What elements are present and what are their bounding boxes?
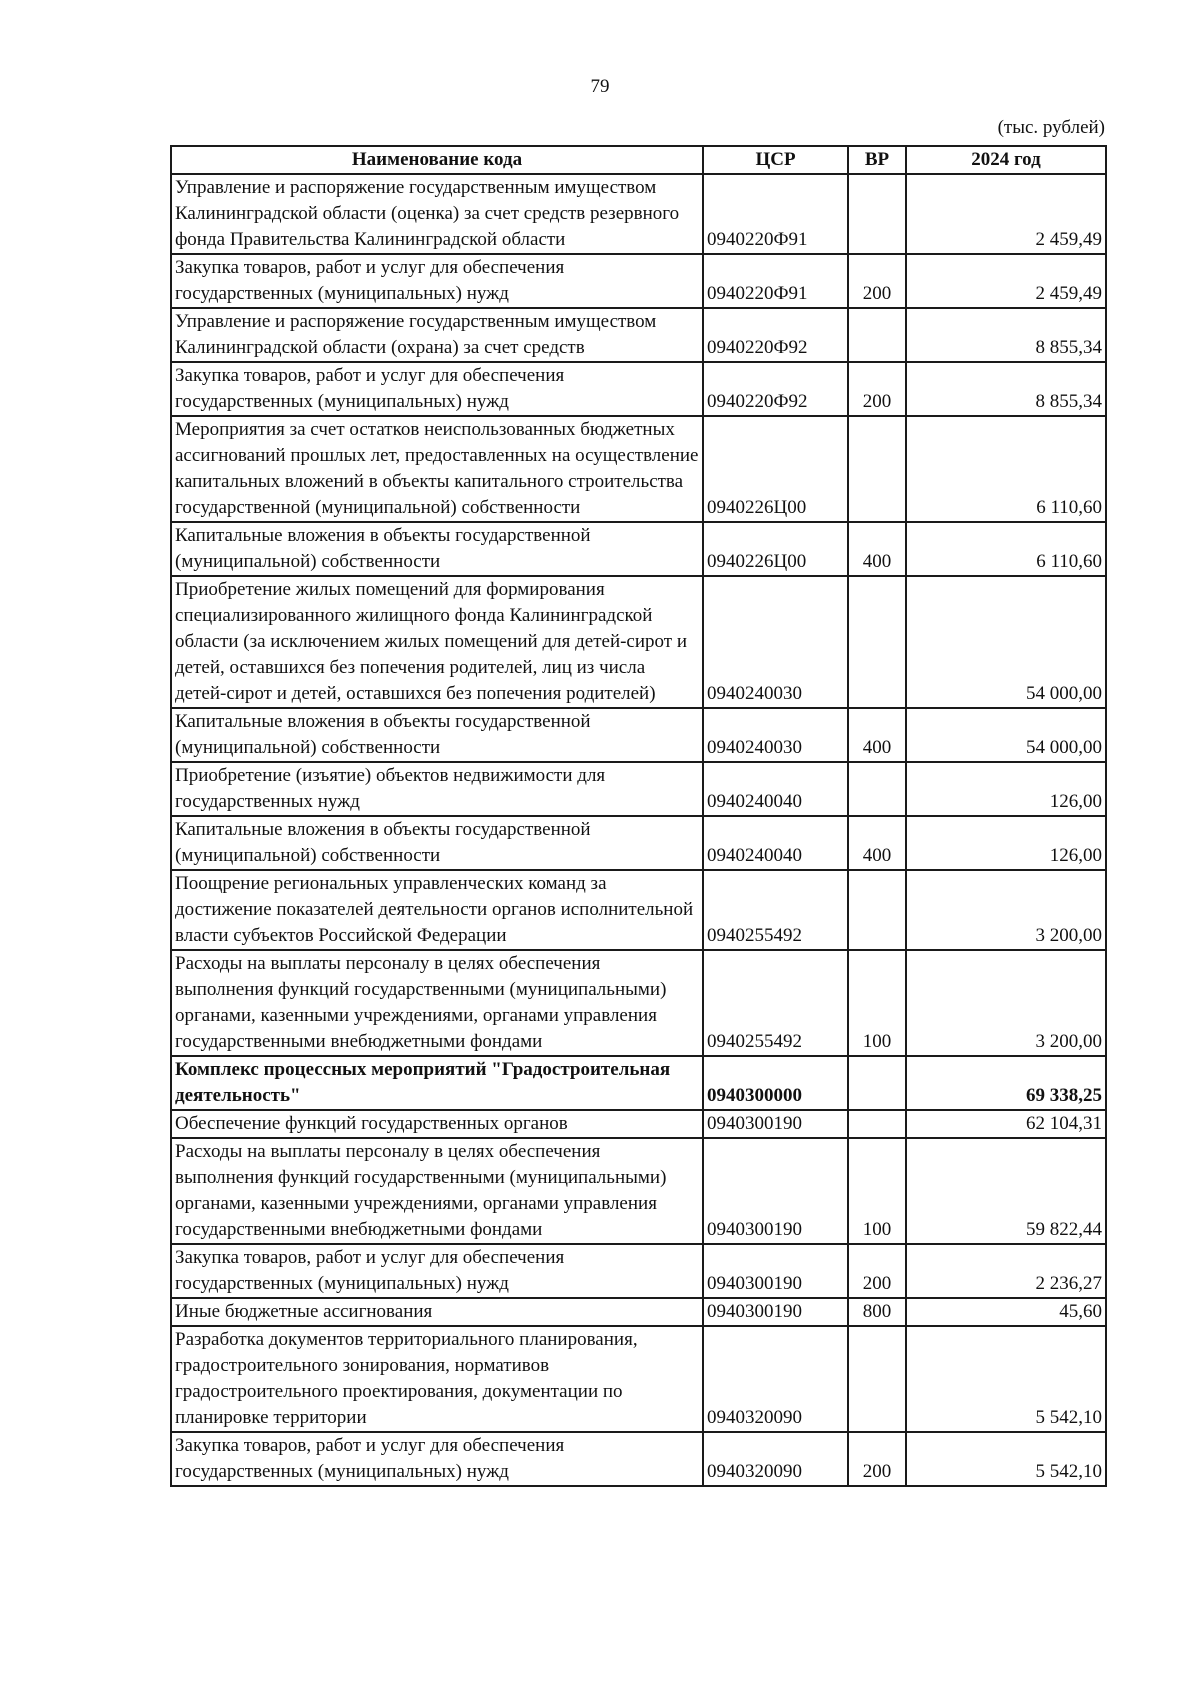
row-csr-cell: 0940300190	[703, 1110, 848, 1138]
table-row	[171, 362, 1106, 416]
table-row	[171, 816, 1106, 870]
row-amount-cell: 62 104,31	[906, 1110, 1106, 1138]
row-amount-cell: 54 000,00	[906, 576, 1106, 708]
row-vr-cell: 400	[848, 522, 906, 576]
row-csr-cell: 0940320090	[703, 1432, 848, 1486]
row-amount-cell: 126,00	[906, 816, 1106, 870]
header-csr: ЦСР	[703, 146, 848, 174]
row-amount-cell: 8 855,34	[906, 362, 1106, 416]
table-row	[171, 1326, 1106, 1432]
row-vr-cell	[848, 870, 906, 950]
row-csr-cell: 0940255492	[703, 870, 848, 950]
row-vr-cell	[848, 174, 906, 254]
header-name: Наименование кода	[171, 146, 703, 174]
row-vr-cell	[848, 1110, 906, 1138]
row-amount-cell: 8 855,34	[906, 308, 1106, 362]
row-amount-cell: 5 542,10	[906, 1326, 1106, 1432]
row-amount-cell: 54 000,00	[906, 708, 1106, 762]
table-row	[171, 870, 1106, 950]
row-vr-cell: 400	[848, 708, 906, 762]
row-name-cell: Закупка товаров, работ и услуг для обеспечения государственных (муниципальных) нужд	[171, 1244, 703, 1298]
table-row	[171, 174, 1106, 254]
row-name-cell: Разработка документов территориального планирования, градостроительного зонирования, нормативов градостроительного проектирования, документации по планировке территории	[171, 1326, 703, 1432]
row-amount-cell: 2 459,49	[906, 174, 1106, 254]
table-row	[171, 1138, 1106, 1244]
row-name-cell: Управление и распоряжение государственным имуществом Калининградской области (охрана) за счет средств	[171, 308, 703, 362]
row-amount-cell: 126,00	[906, 762, 1106, 816]
row-vr-cell	[848, 416, 906, 522]
row-name-cell: Иные бюджетные ассигнования	[171, 1298, 703, 1326]
row-vr-cell: 200	[848, 254, 906, 308]
row-amount-cell: 6 110,60	[906, 522, 1106, 576]
row-vr-cell: 200	[848, 1432, 906, 1486]
table-row	[171, 1298, 1106, 1326]
table-body	[171, 174, 1106, 1486]
row-amount-cell: 5 542,10	[906, 1432, 1106, 1486]
row-name-cell: Комплекс процессных мероприятий "Градостроительная деятельность"	[171, 1056, 703, 1110]
row-vr-cell: 100	[848, 950, 906, 1056]
units-label: (тыс. рублей)	[997, 117, 1105, 138]
row-csr-cell: 0940300190	[703, 1138, 848, 1244]
row-name-cell: Капитальные вложения в объекты государственной (муниципальной) собственности	[171, 522, 703, 576]
row-csr-cell: 0940300190	[703, 1244, 848, 1298]
row-amount-cell: 59 822,44	[906, 1138, 1106, 1244]
row-name-cell: Капитальные вложения в объекты государственной (муниципальной) собственности	[171, 708, 703, 762]
table-row	[171, 708, 1106, 762]
row-amount-cell: 45,60	[906, 1298, 1106, 1326]
row-csr-cell: 0940220Ф92	[703, 362, 848, 416]
row-csr-cell: 0940220Ф92	[703, 308, 848, 362]
row-csr-cell: 0940240040	[703, 816, 848, 870]
table-row	[171, 1110, 1106, 1138]
row-vr-cell	[848, 762, 906, 816]
header-vr: ВР	[848, 146, 906, 174]
page-number: 79	[590, 76, 610, 97]
budget-table	[170, 145, 1107, 1487]
row-name-cell: Мероприятия за счет остатков неиспользованных бюджетных ассигнований прошлых лет, предоставленных на осуществление капитальных вложений в объекты капитального строительства государственной (муниципальной) собственности	[171, 416, 703, 522]
table-row	[171, 1056, 1106, 1110]
row-name-cell: Капитальные вложения в объекты государственной (муниципальной) собственности	[171, 816, 703, 870]
row-amount-cell: 6 110,60	[906, 416, 1106, 522]
row-vr-cell: 400	[848, 816, 906, 870]
row-vr-cell: 800	[848, 1298, 906, 1326]
row-csr-cell: 0940240040	[703, 762, 848, 816]
row-name-cell: Расходы на выплаты персоналу в целях обеспечения выполнения функций государственными (муниципальными) органами, казенными учреждениями, органами управления государственными внебюджетными фондами	[171, 1138, 703, 1244]
row-amount-cell: 3 200,00	[906, 870, 1106, 950]
row-vr-cell: 200	[848, 1244, 906, 1298]
row-vr-cell	[848, 1056, 906, 1110]
row-amount-cell: 2 459,49	[906, 254, 1106, 308]
table-row	[171, 1244, 1106, 1298]
table-row	[171, 254, 1106, 308]
row-name-cell: Приобретение (изъятие) объектов недвижимости для государственных нужд	[171, 762, 703, 816]
row-vr-cell	[848, 1326, 906, 1432]
row-amount-cell: 2 236,27	[906, 1244, 1106, 1298]
row-csr-cell: 0940220Ф91	[703, 174, 848, 254]
row-csr-cell: 0940300190	[703, 1298, 848, 1326]
row-csr-cell: 0940226Ц00	[703, 416, 848, 522]
row-amount-cell: 69 338,25	[906, 1056, 1106, 1110]
row-vr-cell: 200	[848, 362, 906, 416]
row-vr-cell: 100	[848, 1138, 906, 1244]
table-row	[171, 1432, 1106, 1486]
table-row	[171, 762, 1106, 816]
row-vr-cell	[848, 308, 906, 362]
row-csr-cell: 0940240030	[703, 708, 848, 762]
table-row	[171, 522, 1106, 576]
row-name-cell: Закупка товаров, работ и услуг для обеспечения государственных (муниципальных) нужд	[171, 362, 703, 416]
table-header-row	[171, 146, 1106, 174]
row-csr-cell: 0940320090	[703, 1326, 848, 1432]
row-csr-cell: 0940226Ц00	[703, 522, 848, 576]
row-name-cell: Поощрение региональных управленческих команд за достижение показателей деятельности органов исполнительной власти субъектов Российской Федерации	[171, 870, 703, 950]
table-row	[171, 950, 1106, 1056]
row-vr-cell	[848, 576, 906, 708]
row-name-cell: Управление и распоряжение государственным имуществом Калининградской области (оценка) за счет средств резервного фонда Правительства Калининградской области	[171, 174, 703, 254]
row-name-cell: Расходы на выплаты персоналу в целях обеспечения выполнения функций государственными (муниципальными) органами, казенными учреждениями, органами управления государственными внебюджетными фондами	[171, 950, 703, 1056]
table-row	[171, 416, 1106, 522]
row-name-cell: Закупка товаров, работ и услуг для обеспечения государственных (муниципальных) нужд	[171, 1432, 703, 1486]
row-csr-cell: 0940300000	[703, 1056, 848, 1110]
row-name-cell: Закупка товаров, работ и услуг для обеспечения государственных (муниципальных) нужд	[171, 254, 703, 308]
header-year: 2024 год	[906, 146, 1106, 174]
table-row	[171, 308, 1106, 362]
row-amount-cell: 3 200,00	[906, 950, 1106, 1056]
table-row	[171, 576, 1106, 708]
row-name-cell: Обеспечение функций государственных органов	[171, 1110, 703, 1138]
row-csr-cell: 0940255492	[703, 950, 848, 1056]
row-csr-cell: 0940240030	[703, 576, 848, 708]
row-csr-cell: 0940220Ф91	[703, 254, 848, 308]
row-name-cell: Приобретение жилых помещений для формирования специализированного жилищного фонда Калининградской области (за исключением жилых помещений для детей-сирот и детей, оставшихся без попечения родителей, лиц из числа детей-сирот и детей, оставшихся без попечения родителей)	[171, 576, 703, 708]
